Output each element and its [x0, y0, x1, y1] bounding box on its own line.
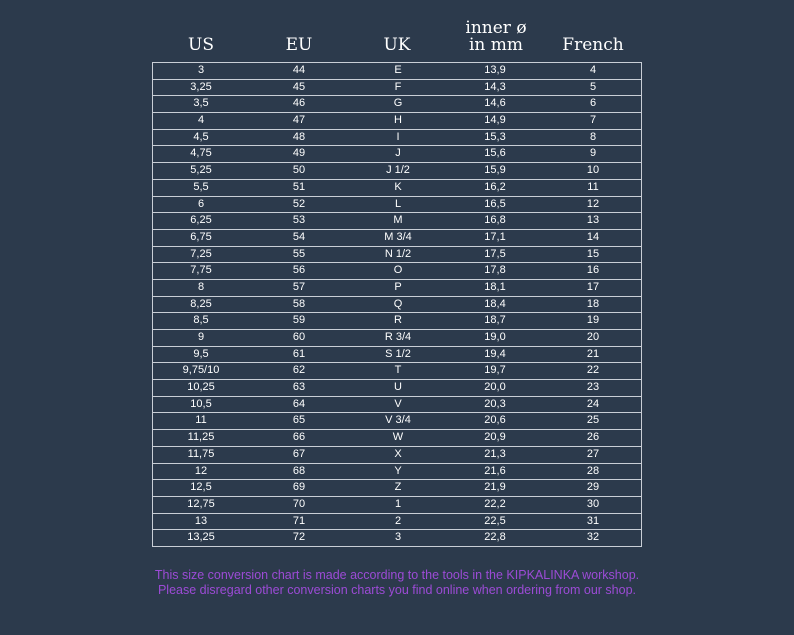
cell-eu: 54 [292, 230, 306, 243]
cell-uk: M [393, 214, 403, 227]
cell-inner-diameter: 17,5 [484, 247, 506, 260]
cell-french: 9 [589, 147, 597, 160]
table-row [153, 363, 641, 380]
cell-uk: G [393, 97, 403, 110]
cell-french: 14 [586, 230, 600, 243]
cell-inner-diameter: 22,8 [484, 531, 506, 544]
cell-eu: 48 [292, 130, 306, 143]
cell-french: 10 [586, 164, 600, 177]
cell-us: 11 [195, 414, 207, 427]
cell-uk: S 1/2 [385, 347, 411, 360]
cell-uk: Y [394, 464, 402, 477]
table-row [153, 530, 641, 546]
cell-eu: 58 [292, 297, 306, 310]
cell-eu: 61 [292, 347, 306, 360]
table-row [153, 497, 641, 514]
cell-us: 6,75 [190, 230, 212, 243]
cell-eu: 47 [292, 114, 306, 127]
cell-inner-diameter: 15,9 [484, 164, 506, 177]
table-row [153, 63, 641, 80]
cell-french: 12 [586, 197, 600, 210]
cell-inner-diameter: 14,3 [484, 80, 506, 93]
cell-uk: J [395, 147, 401, 160]
cell-us: 4,5 [193, 130, 209, 143]
header-inner-diameter-line2: in mm [468, 35, 524, 55]
cell-french: 5 [589, 80, 597, 93]
cell-inner-diameter: 17,8 [484, 264, 506, 277]
cell-eu: 68 [292, 464, 306, 477]
cell-inner-diameter: 18,7 [484, 314, 506, 327]
cell-eu: 63 [292, 381, 306, 394]
table-row [153, 113, 641, 130]
cell-eu: 51 [292, 180, 306, 193]
cell-inner-diameter: 22,2 [484, 497, 506, 510]
header-eu [286, 37, 313, 54]
cell-eu: 45 [292, 80, 306, 93]
cell-us: 12 [194, 464, 208, 477]
table-row [153, 180, 641, 197]
table-row [153, 313, 641, 330]
cell-french: 20 [586, 331, 600, 343]
cell-french: 15 [586, 247, 600, 260]
cell-eu: 50 [292, 164, 306, 177]
cell-us: 8 [197, 280, 205, 293]
cell-inner-diameter: 18,4 [484, 297, 506, 310]
cell-inner-diameter: 20,6 [484, 414, 506, 427]
cell-us: 8,5 [193, 314, 209, 327]
cell-french: 18 [586, 297, 600, 310]
size-conversion-table [152, 62, 642, 547]
cell-uk: W [392, 431, 404, 444]
cell-inner-diameter: 22,5 [484, 514, 506, 527]
header-us [188, 37, 214, 54]
cell-us: 5,25 [190, 164, 212, 177]
cell-eu: 69 [292, 481, 306, 494]
cell-us: 7,75 [190, 264, 212, 277]
cell-inner-diameter: 20,0 [484, 381, 506, 394]
table-row [153, 380, 641, 397]
cell-eu: 60 [292, 331, 306, 343]
header-inner-diameter [465, 20, 526, 54]
cell-us: 12,75 [187, 497, 215, 510]
cell-us: 4 [197, 114, 205, 127]
table-row [153, 430, 641, 447]
cell-uk: R 3/4 [384, 331, 412, 343]
cell-french: 26 [586, 431, 600, 444]
cell-us: 11,25 [187, 431, 215, 444]
cell-uk: Q [393, 297, 403, 310]
cell-us: 8,25 [190, 297, 212, 310]
cell-us: 6,25 [190, 214, 212, 227]
cell-eu: 70 [292, 497, 306, 510]
cell-uk: 3 [394, 531, 402, 544]
cell-french: 6 [589, 97, 597, 110]
cell-eu: 46 [292, 97, 306, 110]
cell-french: 8 [589, 130, 597, 143]
cell-uk: X [394, 447, 402, 460]
cell-inner-diameter: 19,0 [484, 331, 506, 343]
cell-inner-diameter: 16,5 [484, 197, 506, 210]
cell-us: 9 [197, 331, 205, 343]
table-row [153, 464, 641, 481]
cell-french: 30 [586, 497, 600, 510]
cell-uk: F [394, 80, 402, 93]
table-row [153, 96, 641, 113]
table-row [153, 163, 641, 180]
table-row [153, 330, 641, 347]
cell-inner-diameter: 19,4 [484, 347, 506, 360]
cell-us: 4,75 [190, 147, 212, 160]
cell-us: 6 [197, 197, 205, 210]
cell-inner-diameter: 18,1 [484, 280, 506, 293]
cell-uk: O [393, 264, 403, 277]
cell-french: 31 [586, 514, 600, 527]
disclaimer-note [0, 568, 794, 598]
cell-french: 11 [587, 180, 599, 193]
cell-uk: P [394, 280, 402, 293]
table-row [153, 297, 641, 314]
cell-us: 7,25 [190, 247, 212, 260]
cell-inner-diameter: 19,7 [484, 364, 506, 377]
cell-french: 29 [586, 481, 600, 494]
table-row [153, 130, 641, 147]
table-row [153, 263, 641, 280]
cell-uk: U [394, 381, 402, 394]
cell-inner-diameter: 16,2 [484, 180, 506, 193]
cell-french: 28 [586, 464, 600, 477]
table-row [153, 413, 641, 430]
table-row [153, 146, 641, 163]
cell-uk: V [394, 397, 402, 410]
cell-us: 3 [197, 64, 205, 76]
cell-uk: J 1/2 [386, 164, 410, 177]
cell-us: 9,75/10 [182, 364, 220, 377]
table-row [153, 80, 641, 97]
cell-uk: 1 [394, 497, 402, 510]
cell-inner-diameter: 15,3 [484, 130, 506, 143]
cell-us: 10,5 [190, 397, 212, 410]
cell-inner-diameter: 21,6 [484, 464, 506, 477]
cell-us: 9,5 [193, 347, 209, 360]
cell-eu: 49 [292, 147, 306, 160]
cell-french: 4 [589, 64, 597, 76]
cell-french: 27 [586, 447, 600, 460]
table-row [153, 447, 641, 464]
cell-us: 11,75 [187, 447, 215, 460]
cell-us: 13 [194, 514, 208, 527]
cell-us: 3,5 [193, 97, 209, 110]
table-row [153, 280, 641, 297]
cell-french: 22 [586, 364, 600, 377]
cell-inner-diameter: 13,9 [484, 64, 506, 76]
cell-us: 3,25 [190, 80, 212, 93]
cell-eu: 64 [292, 397, 306, 410]
cell-uk: 2 [394, 514, 402, 527]
cell-us: 5,5 [193, 180, 209, 193]
cell-uk: Z [394, 481, 402, 494]
cell-french: 19 [586, 314, 600, 327]
cell-french: 23 [586, 381, 600, 394]
cell-inner-diameter: 21,3 [484, 447, 506, 460]
cell-french: 17 [586, 280, 600, 293]
cell-eu: 57 [292, 280, 306, 293]
column-headers [152, 18, 642, 58]
cell-uk: L [394, 197, 402, 210]
cell-inner-diameter: 20,9 [484, 431, 506, 444]
header-uk-label: UK [383, 35, 411, 55]
cell-uk: K [394, 180, 402, 193]
cell-eu: 72 [292, 531, 306, 544]
cell-french: 25 [586, 414, 600, 427]
cell-eu: 67 [292, 447, 306, 460]
table-row [153, 230, 641, 247]
cell-french: 24 [586, 397, 600, 410]
cell-inner-diameter: 17,1 [484, 230, 506, 243]
header-french [562, 37, 623, 54]
cell-inner-diameter: 14,6 [484, 97, 506, 110]
cell-french: 13 [586, 214, 600, 227]
cell-french: 7 [589, 114, 597, 127]
disclaimer-line-2: Please disregard other conversion charts you find online when ordering from our shop. [157, 583, 637, 597]
cell-eu: 65 [292, 414, 306, 427]
cell-uk: V 3/4 [385, 414, 411, 427]
cell-french: 21 [586, 347, 600, 360]
cell-uk: N 1/2 [384, 247, 412, 260]
header-uk [383, 37, 410, 54]
header-us-label: US [188, 35, 214, 55]
cell-eu: 59 [292, 314, 306, 327]
table-row [153, 347, 641, 364]
header-eu-label: EU [285, 35, 313, 55]
cell-uk: H [394, 114, 402, 127]
cell-eu: 55 [292, 247, 306, 260]
cell-uk: T [394, 364, 402, 377]
cell-eu: 66 [292, 431, 306, 444]
table-row [153, 397, 641, 414]
table-row [153, 197, 641, 214]
cell-eu: 62 [292, 364, 306, 377]
cell-eu: 71 [292, 514, 306, 527]
cell-inner-diameter: 21,9 [484, 481, 506, 494]
table-row [153, 480, 641, 497]
cell-inner-diameter: 16,8 [484, 214, 506, 227]
cell-uk: I [396, 130, 400, 143]
table-row [153, 213, 641, 230]
cell-uk: E [394, 64, 402, 76]
cell-eu: 44 [292, 64, 306, 76]
cell-eu: 52 [292, 197, 306, 210]
header-inner-diameter-line1: inner ø [465, 18, 527, 38]
table-row [153, 514, 641, 531]
cell-eu: 53 [292, 214, 306, 227]
cell-us: 13,25 [187, 531, 215, 544]
header-french-label: French [562, 35, 624, 55]
cell-eu: 56 [292, 264, 306, 277]
cell-inner-diameter: 20,3 [484, 397, 506, 410]
cell-uk: R [394, 314, 402, 327]
cell-us: 12,5 [190, 481, 212, 494]
cell-inner-diameter: 15,6 [484, 147, 506, 160]
cell-french: 32 [586, 531, 600, 544]
table-row [153, 247, 641, 264]
cell-french: 16 [586, 264, 600, 277]
disclaimer-line-1: This size conversion chart is made according to the tools in the KIPKALINKA workshop. [154, 568, 640, 582]
cell-uk: M 3/4 [384, 230, 412, 243]
cell-us: 10,25 [187, 381, 215, 394]
cell-inner-diameter: 14,9 [484, 114, 506, 127]
